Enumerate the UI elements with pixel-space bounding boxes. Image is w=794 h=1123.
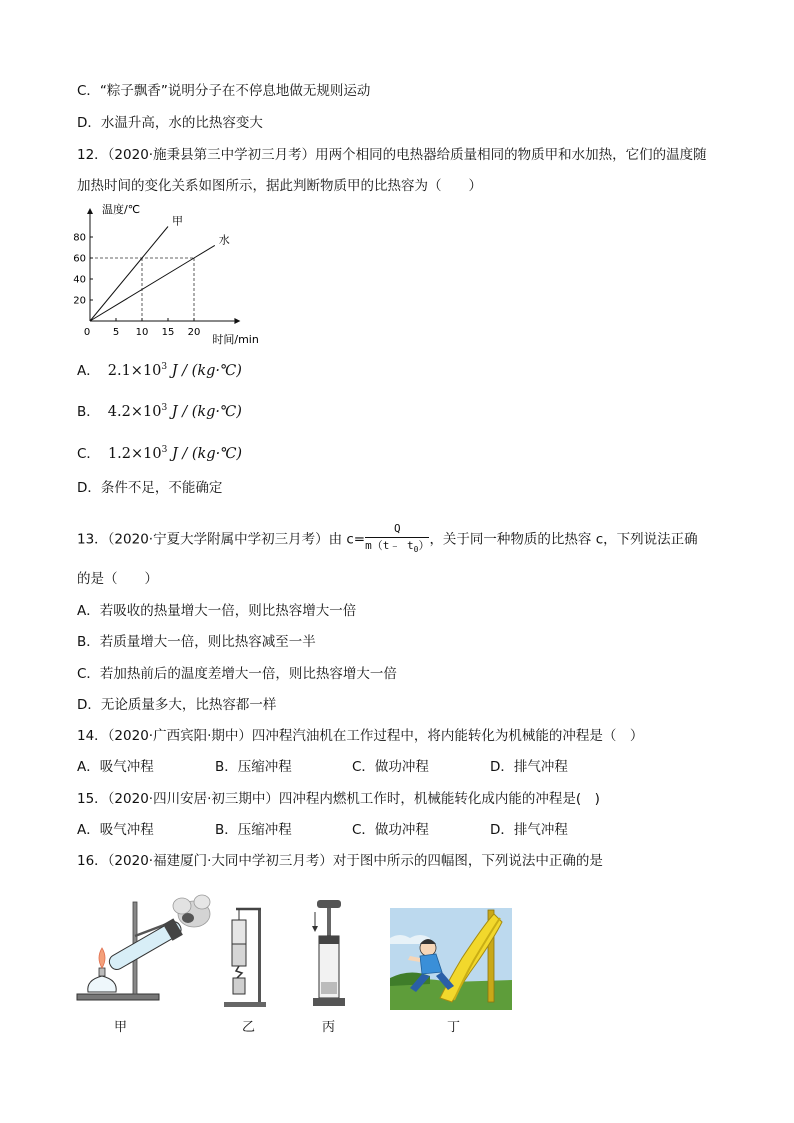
stand-base	[77, 994, 159, 1000]
q12-temperature-time-chart	[70, 198, 270, 348]
q12-stem-line1: 12．（2020·施秉县第三中学初三月考）用两个相同的电热器给质量相同的物质甲和水加热，它们的温度随	[77, 147, 707, 163]
stand-pole	[258, 908, 261, 1002]
q15-option-a: A．吸气冲程	[77, 822, 154, 838]
q12-option-b-value: 4.2×10	[107, 404, 162, 420]
cotton-wad	[321, 982, 337, 994]
q12-option-c-value: 1.2×10	[107, 446, 162, 462]
y-axis-label: 温度/℃	[102, 203, 141, 216]
cylinder-base	[313, 998, 345, 1006]
series-line-jia	[90, 227, 168, 322]
y-tick-label: 60	[73, 253, 86, 265]
figure-label-jia: 甲	[114, 1020, 128, 1035]
q13-stem-prefix: 13．（2020·宁夏大学附属中学初三月考）由 c=	[77, 531, 366, 548]
figure-label-yi: 乙	[242, 1020, 256, 1035]
q14-option-b: B．压缩冲程	[215, 759, 292, 775]
x-axis-arrow	[234, 318, 240, 324]
q15-options	[77, 820, 717, 840]
figure-yi-lead-blocks	[222, 900, 274, 1010]
chart-series	[90, 227, 215, 322]
x-axis-label: 时间/min	[212, 333, 259, 346]
x-tick-label: 10	[135, 327, 149, 338]
alcohol-lamp	[88, 948, 116, 992]
series-line-water	[90, 245, 215, 321]
q13-formula-fraction	[365, 522, 429, 557]
q12-option-b-unit: J / (kg·℃)	[167, 404, 242, 420]
stand-base	[224, 1002, 266, 1007]
upper-lead-block	[232, 920, 246, 944]
q13-formula-numerator: Q	[365, 522, 429, 538]
q13-stem-suffix: ，关于同一种物质的比热容 c，下列说法正确	[429, 531, 698, 548]
q13-stem-line1	[77, 522, 698, 557]
piston-head	[319, 936, 339, 944]
q14-option-c: C．做功冲程	[352, 759, 429, 775]
chart-axes	[87, 208, 240, 324]
q14-option-a: A．吸气冲程	[77, 759, 154, 775]
figure-ding-child-on-slide	[390, 908, 512, 1010]
q14-option-d: D．排气冲程	[490, 759, 568, 775]
q13-option-a: A．若吸收的热量增大一倍，则比热容增大一倍	[77, 603, 357, 619]
q12-option-b-prefix: B．	[77, 404, 100, 420]
q12-option-c-unit: J / (kg·℃)	[167, 446, 243, 462]
down-arrow-head	[312, 926, 318, 932]
piston-rod	[327, 908, 331, 936]
q11-option-d: D．水温升高，水的比热容变大	[77, 115, 263, 131]
figure-label-ding: 丁	[447, 1020, 461, 1035]
q12-option-c	[77, 440, 242, 464]
q12-option-a-exp: 3	[161, 362, 168, 372]
piston-handle	[317, 900, 341, 908]
q14-options	[77, 757, 717, 777]
test-tube	[106, 917, 185, 973]
q15-option-c: C．做功冲程	[352, 822, 429, 838]
q12-option-a-value: 2.1×10	[107, 363, 162, 379]
hanging-weight	[233, 978, 245, 994]
y-axis-arrow	[87, 208, 93, 214]
q12-option-d: D．条件不足，不能确定	[77, 480, 223, 496]
q15-option-d: D．排气冲程	[490, 822, 568, 838]
series-label: 水	[218, 233, 230, 247]
q13-option-d: D．无论质量多大，比热容都一样	[77, 697, 277, 713]
x-tick-label: 20	[187, 327, 201, 338]
figure-bing-compression-cylinder	[305, 896, 355, 1012]
q12-option-a-unit: J / (kg·℃)	[167, 363, 242, 379]
x-tick-label: 5	[112, 327, 120, 338]
q12-option-a	[77, 357, 242, 381]
q13-option-b: B．若质量增大一倍，则比热容减至一半	[77, 634, 316, 650]
chart-labels	[73, 202, 259, 346]
q16-stem: 16．（2020·福建厦门·大同中学初三月考）对于图中所示的四幅图，下列说法中正确的是	[77, 853, 603, 869]
y-tick-label: 40	[73, 274, 86, 286]
q13-option-c: C．若加热前后的温度差增大一倍，则比热容增大一倍	[77, 666, 397, 682]
q15-option-b: B．压缩冲程	[215, 822, 292, 838]
steam-cloud	[173, 895, 210, 927]
q12-stem-line2: 加热时间的变化关系如图所示，据此判断物质甲的比热容为（ ）	[77, 178, 482, 194]
q14-stem: 14．（2020·广西宾阳·期中）四冲程汽油机在工作过程中，将内能转化为机械能的冲程是（ ）	[77, 728, 644, 744]
x-tick-label: 0	[83, 327, 91, 338]
q12-option-b	[77, 398, 242, 422]
q13-formula-denominator: m（t﹣ $t_0$）	[365, 539, 430, 555]
figure-label-bing: 丙	[322, 1020, 336, 1035]
q12-option-c-prefix: C．	[77, 446, 100, 462]
q12-option-a-prefix: A．	[77, 363, 100, 379]
lower-lead-block	[232, 944, 246, 966]
y-tick-label: 80	[73, 232, 86, 244]
q11-option-c: C．“粽子飘香”说明分子在不停息地做无规则运动	[77, 83, 371, 99]
hook	[236, 966, 242, 978]
figure-jia-test-tube-heating	[72, 888, 212, 1008]
x-tick-label: 15	[161, 327, 175, 338]
q12-option-c-exp: 3	[161, 445, 168, 455]
y-tick-label: 20	[73, 295, 86, 307]
series-label: 甲	[172, 214, 183, 228]
q12-option-b-exp: 3	[161, 403, 168, 413]
q15-stem: 15．（2020·四川安居·初三期中）四冲程内燃机工作时，机械能转化成内能的冲程是( )	[77, 791, 600, 807]
q13-stem-line2: 的是（ ）	[77, 571, 158, 587]
